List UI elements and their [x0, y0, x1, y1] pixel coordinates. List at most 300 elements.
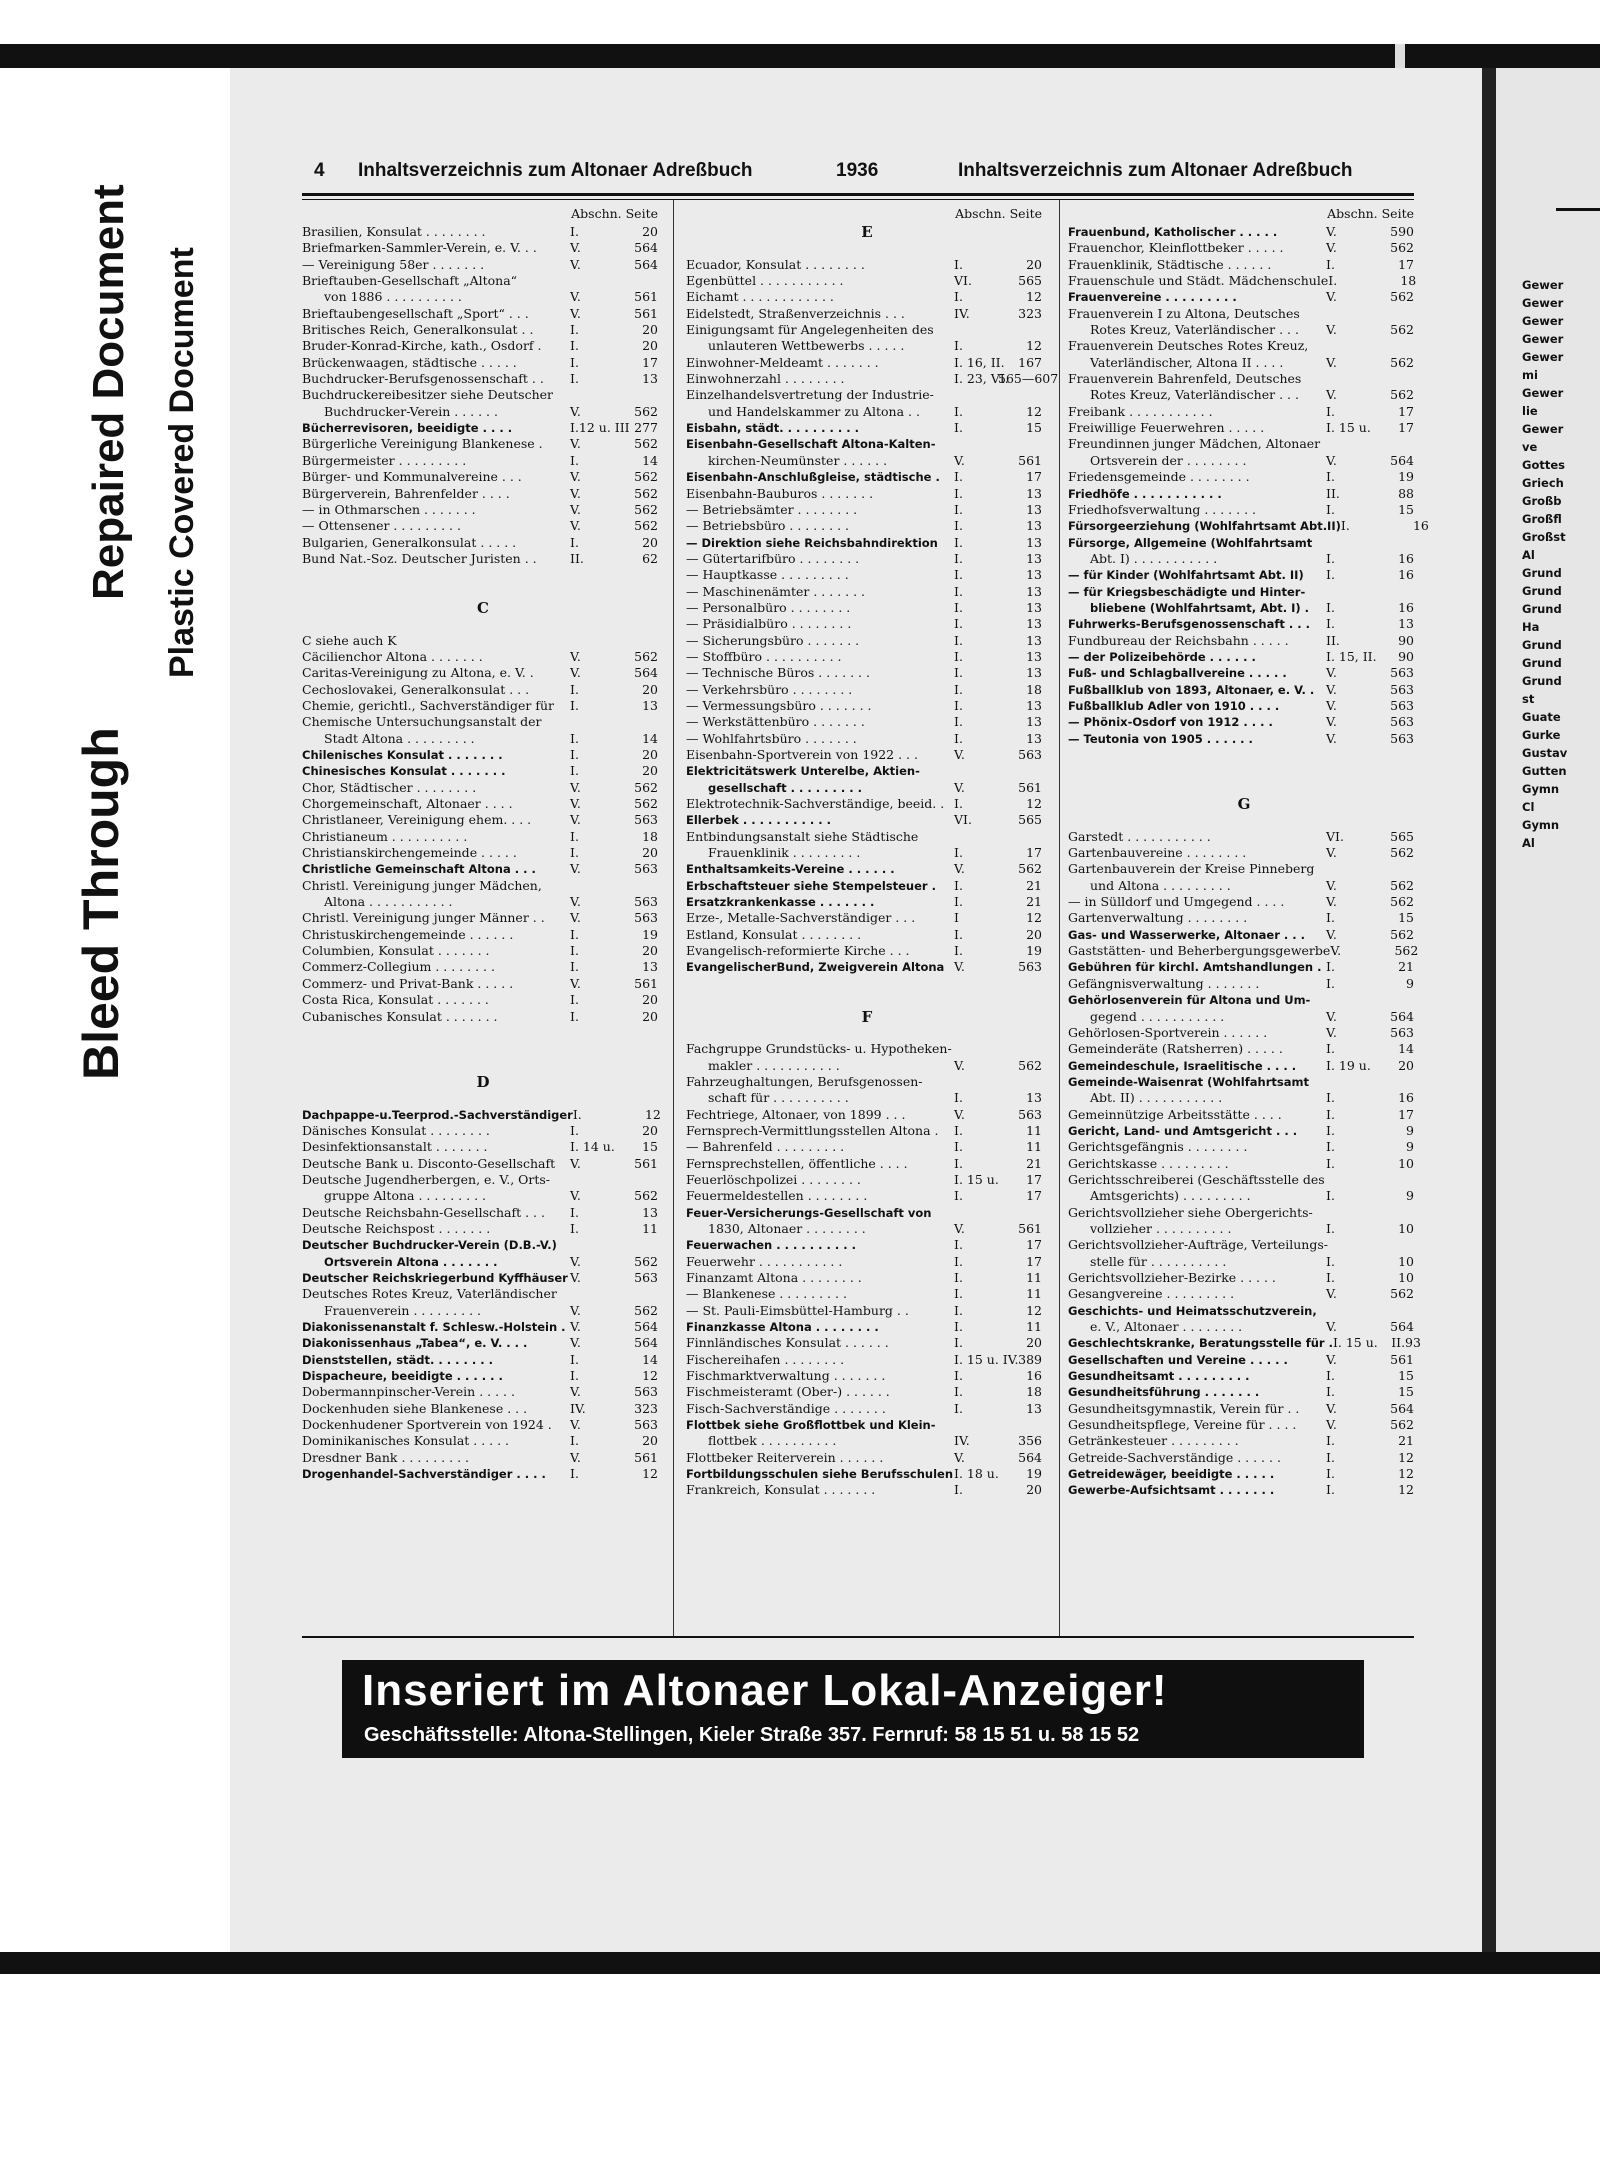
index-entry	[302, 1384, 664, 1400]
next-page-fragment-line: Gymn	[1522, 818, 1560, 832]
entry-section: V.	[570, 796, 581, 812]
index-entry	[302, 633, 664, 649]
index-entry	[1068, 1417, 1420, 1433]
header-rule-thin	[302, 199, 1414, 200]
entry-page: 15	[642, 1139, 658, 1155]
entry-text: Erbschaftsteuer siehe Stempelsteuer .	[686, 878, 936, 893]
next-page-fragment-line: Grund	[1522, 656, 1562, 670]
column-divider-2	[1059, 200, 1060, 1636]
entry-section: V.	[1326, 1024, 1337, 1040]
index-entry	[686, 1205, 1048, 1221]
entry-section: I.	[1326, 1384, 1335, 1400]
entry-page: 20	[642, 747, 658, 762]
index-entry	[302, 1156, 664, 1172]
entry-text: Erze-, Metalle-Sachverständiger . . .	[686, 910, 916, 926]
entry-page: 13	[1026, 550, 1042, 566]
entry-section: V.	[954, 779, 965, 795]
entry-text: — Betriebsbüro . . . . . . . .	[686, 518, 849, 534]
index-entry	[686, 306, 1048, 322]
entry-text: Cubanisches Konsulat . . . . . . .	[302, 1008, 498, 1024]
next-page-fragment-line: Guate	[1522, 710, 1561, 724]
entry-page: 9	[1406, 1122, 1414, 1138]
entry-text: Gerichtsvollzieher-Aufträge, Verteilungs-	[1068, 1237, 1328, 1253]
column-header: Abschn. Seite	[571, 206, 658, 221]
entry-section: I.	[954, 1188, 963, 1204]
entry-page: 10	[1398, 1220, 1414, 1236]
entry-page: 561	[634, 975, 658, 991]
entry-section: V.	[954, 1057, 965, 1073]
entry-text: — Sicherungsbüro . . . . . . .	[686, 632, 860, 648]
index-entry	[302, 780, 664, 796]
next-page-fragment-line: Cl	[1522, 800, 1535, 814]
entry-section: I.	[1326, 1106, 1335, 1122]
entry-text: Chilenisches Konsulat . . . . . . .	[302, 748, 503, 762]
entry-section: V.	[570, 648, 581, 664]
entry-page: 323	[1018, 305, 1042, 321]
entry-text: — für Kriegsbeschädigte und Hinter-	[1068, 584, 1306, 599]
entry-text: — Werkstättenbüro . . . . . . .	[686, 714, 865, 730]
index-entry	[686, 1139, 1048, 1155]
entry-page: 167	[1018, 354, 1042, 370]
index-entry	[686, 812, 1048, 828]
next-page-fragment-line: Grund	[1522, 602, 1562, 616]
index-entry	[1068, 1041, 1420, 1057]
entry-section: I.	[954, 583, 963, 599]
index-entry	[686, 567, 1048, 583]
entry-section: I.	[570, 943, 579, 959]
entry-text: Einigungsamt für Angelegenheiten des	[686, 322, 934, 338]
index-entry	[686, 584, 1048, 600]
entry-text: Chorgemeinschaft, Altonaer . . . .	[302, 796, 513, 812]
entry-text: Egenbüttel . . . . . . . . . . .	[686, 273, 844, 289]
entry-page: 17	[1026, 1171, 1042, 1187]
entry-section: IV.	[954, 1433, 970, 1449]
index-entry	[1068, 273, 1420, 289]
entry-page: 19	[1026, 943, 1042, 959]
row-spacer	[302, 584, 664, 600]
entry-section: I.	[570, 452, 579, 468]
entry-section: V.	[570, 485, 581, 501]
index-entry	[686, 273, 1048, 289]
entry-text: Fernsprechstellen, öffentliche . . . .	[686, 1155, 908, 1171]
index-entry	[686, 404, 1048, 420]
entry-section: I. 15 u.	[1332, 1335, 1378, 1351]
index-entry	[302, 535, 664, 551]
entry-page: 20	[1026, 926, 1042, 942]
entry-page: 11	[1026, 1270, 1042, 1285]
entry-text: Feuer-Versicherungs-Gesellschaft von	[686, 1205, 932, 1220]
section-letter	[686, 1009, 1048, 1025]
entry-text: Frauenverein . . . . . . . . .	[324, 1302, 482, 1318]
index-entry	[302, 1221, 664, 1237]
entry-page: 16	[1412, 518, 1429, 534]
entry-text: Frauenschule und Städt. Mädchenschule	[1068, 273, 1329, 289]
entry-text: Einwohner-Meldeamt . . . . . . .	[686, 354, 879, 370]
index-entry	[686, 338, 1048, 354]
entry-section: I.	[570, 747, 579, 762]
entry-page: 590	[1390, 224, 1414, 239]
entry-page: 356	[1018, 1433, 1042, 1449]
entry-section: VI.	[1326, 828, 1344, 844]
index-entry	[302, 878, 664, 894]
entry-text: Ellerbek . . . . . . . . . . .	[686, 813, 831, 828]
entry-page: 20	[642, 1433, 658, 1449]
index-entry	[1068, 371, 1420, 387]
index-entry	[686, 927, 1048, 943]
entry-text: Getreide-Sachverständige . . . . . .	[1068, 1449, 1281, 1465]
entry-page: 15	[1398, 1368, 1414, 1384]
index-entry	[1068, 1466, 1420, 1482]
entry-section: I.	[954, 1286, 963, 1302]
entry-section: I.	[954, 796, 963, 812]
entry-text: Dienststellen, städt. . . . . . . .	[302, 1352, 494, 1367]
entry-text: Frauenverein I zu Altona, Deutsches	[1068, 305, 1300, 321]
index-entry	[1068, 387, 1420, 403]
index-entry	[302, 420, 664, 436]
index-entry	[302, 502, 664, 518]
entry-section: I.	[1326, 1253, 1335, 1269]
entry-text: Feuerwehr . . . . . . . . . . .	[686, 1253, 843, 1269]
entry-page: 563	[634, 812, 658, 828]
index-entry	[302, 338, 664, 354]
entry-page: 18	[1026, 681, 1042, 697]
entry-page: 561	[634, 289, 658, 305]
entry-section: I. 15, II.	[1326, 648, 1377, 664]
index-entry	[686, 698, 1048, 714]
entry-page: 12	[1398, 1449, 1414, 1465]
entry-section: I.	[954, 518, 963, 534]
index-entry	[302, 1303, 664, 1319]
entry-page: 564	[1390, 452, 1414, 468]
entry-page: 12	[1398, 1466, 1414, 1482]
entry-section: I.	[1326, 1122, 1335, 1138]
entry-text: — Personalbüro . . . . . . . .	[686, 599, 851, 615]
bottom-scan-border	[0, 1952, 1600, 1974]
index-entry	[302, 240, 664, 256]
entry-page: 14	[642, 730, 658, 746]
entry-text: Ecuador, Konsulat . . . . . . . .	[686, 256, 865, 272]
entry-section: I.	[954, 665, 963, 681]
index-entry	[302, 1237, 664, 1253]
index-entry	[1068, 1123, 1420, 1139]
entry-section: I.	[954, 1335, 963, 1351]
entry-page: II.93	[1391, 1335, 1421, 1351]
entry-page: 563	[1018, 1106, 1042, 1122]
entry-section: I.	[570, 1008, 579, 1024]
index-entry	[302, 1401, 664, 1417]
entry-text: Frauenvereine . . . . . . . . .	[1068, 290, 1237, 305]
next-page-fragment-line: Gewer	[1522, 296, 1564, 310]
entry-text: Gesundheitsgymnastik, Verein für . .	[1068, 1400, 1300, 1416]
entry-page: 20	[642, 534, 658, 550]
index-entry	[1068, 289, 1420, 305]
entry-text: Finanzkasse Altona . . . . . . . .	[686, 1320, 879, 1335]
entry-section: I.	[1326, 1449, 1335, 1465]
entry-text: Columbien, Konsulat . . . . . . .	[302, 943, 490, 959]
entry-text: Fürsorgeerziehung (Wohlfahrtsamt Abt.II)	[1068, 519, 1341, 534]
entry-list	[1068, 224, 1429, 1499]
entry-section: I.	[954, 1237, 963, 1253]
index-entry	[302, 1319, 664, 1335]
next-page-fragment-line: Gewer	[1522, 350, 1564, 364]
entry-page: 13	[642, 371, 658, 387]
entry-page: 563	[634, 861, 658, 877]
index-entry	[686, 1482, 1048, 1498]
entry-text: Desinfektionsanstalt . . . . . . .	[302, 1139, 488, 1155]
entry-page: 12	[1026, 338, 1042, 354]
entry-text: unlauteren Wettbewerbs . . . . .	[708, 338, 905, 354]
entry-text: Commerz-Collegium . . . . . . . .	[302, 959, 495, 975]
index-entry	[686, 1270, 1048, 1286]
entry-section: I.	[1326, 567, 1335, 583]
entry-section: I. 15 u.	[1326, 420, 1371, 436]
entry-section: I.	[1326, 1270, 1335, 1285]
entry-section: I.	[1326, 599, 1335, 615]
entry-page: 17	[1026, 1188, 1042, 1204]
entry-page: 20	[1026, 1335, 1042, 1351]
entry-text: Frankreich, Konsulat . . . . . . .	[686, 1482, 876, 1498]
entry-page: 9	[1406, 975, 1414, 991]
index-entry	[686, 731, 1048, 747]
entry-page: 13	[642, 697, 658, 713]
entry-page: 11	[1026, 1122, 1042, 1138]
entry-section: I.	[954, 616, 963, 632]
entry-section: I.	[954, 730, 963, 746]
entry-section: V.	[570, 1270, 581, 1285]
entry-text: — Vereinigung 58er . . . . . . .	[302, 256, 485, 272]
entry-section: I.	[1326, 1220, 1335, 1236]
entry-section: V.	[1326, 354, 1337, 370]
entry-page: 563	[1390, 714, 1414, 730]
entry-text: Frauenklinik, Städtische . . . . . .	[1068, 256, 1272, 272]
index-entry	[1068, 665, 1420, 681]
entry-section: V.	[570, 665, 581, 681]
next-page-fragment-line: Grund	[1522, 638, 1562, 652]
entry-section: V.	[1326, 240, 1337, 256]
index-entry	[686, 453, 1048, 469]
index-entry	[686, 959, 1048, 975]
entry-text: Fischmarktverwaltung . . . . . . .	[686, 1368, 886, 1384]
entry-text: Bruder-Konrad-Kirche, kath., Osdorf .	[302, 338, 542, 354]
entry-page: 563	[634, 894, 658, 910]
entry-text: Fuß- und Schlagballvereine . . . . .	[1068, 666, 1287, 681]
index-entry	[302, 747, 664, 763]
index-entry	[1068, 502, 1420, 518]
entry-section: I.	[1328, 273, 1338, 289]
next-page-fragment-line: Großst	[1522, 530, 1566, 544]
entry-section: I.	[1326, 550, 1335, 566]
entry-page: 562	[1390, 894, 1414, 910]
entry-text: Bürgerverein, Bahrenfelder . . . .	[302, 485, 510, 501]
next-page-fragment-line: Gewer	[1522, 386, 1564, 400]
entry-section: I.	[954, 420, 963, 436]
index-entry	[302, 306, 664, 322]
index-entry	[302, 959, 664, 975]
top-scan-border	[0, 44, 1600, 68]
entry-text: 1830, Altonaer . . . . . . . .	[708, 1220, 866, 1236]
index-entry	[1068, 992, 1420, 1008]
index-entry	[686, 387, 1048, 403]
entry-section: V.	[1330, 943, 1342, 959]
row-spacer	[686, 240, 1048, 256]
index-entry	[686, 420, 1048, 436]
index-entry	[302, 355, 664, 371]
index-entry	[1068, 682, 1420, 698]
entry-text: Friedensgemeinde . . . . . . . .	[1068, 469, 1250, 485]
next-page-fragment-line: Großb	[1522, 494, 1562, 508]
index-entry	[686, 1417, 1048, 1433]
next-page-entries	[1496, 276, 1567, 852]
entry-page: 562	[1018, 1057, 1042, 1073]
entry-text: Getränkesteuer . . . . . . . . .	[1068, 1433, 1239, 1449]
entry-section: I.	[570, 828, 579, 844]
entry-page: 12	[1398, 1482, 1414, 1498]
index-entry	[686, 551, 1048, 567]
entry-section: V.	[570, 289, 581, 305]
entry-text: Eisenbahn-Sportverein von 1922 . . .	[686, 747, 918, 762]
index-entry	[1068, 257, 1420, 273]
ad-subline: Geschäftsstelle: Altona-Stellingen, Kieler Straße 357. Fernruf: 58 15 51 u. 58 15 52	[364, 1724, 1140, 1746]
entry-text: Bulgarien, Generalkonsulat . . . . .	[302, 534, 517, 550]
entry-section: IV.	[954, 305, 970, 321]
section-letter	[686, 224, 1048, 240]
entry-page: 14	[642, 452, 658, 468]
row-spacer	[686, 976, 1048, 992]
entry-page: 17	[1026, 1237, 1042, 1253]
entry-text: Feuermeldestellen . . . . . . . .	[686, 1188, 868, 1204]
entry-page: 88	[1398, 485, 1414, 501]
entry-section: V.	[570, 436, 581, 452]
entry-text: flottbek . . . . . . . . . .	[708, 1433, 837, 1449]
index-entry	[686, 665, 1048, 681]
entry-page: 563	[1390, 730, 1414, 746]
entry-section: I.	[954, 648, 963, 664]
entry-section: V.	[1326, 1319, 1337, 1335]
entry-page: 20	[642, 338, 658, 354]
index-entry	[686, 1335, 1048, 1351]
entry-page: 21	[1026, 877, 1042, 893]
index-entry	[302, 1352, 664, 1368]
entry-page: 16	[1398, 599, 1414, 615]
entry-text: Fußballklub von 1893, Altonaer, e. V. .	[1068, 682, 1315, 697]
index-entry	[302, 976, 664, 992]
entry-section: I.	[570, 845, 579, 861]
index-entry	[686, 469, 1048, 485]
entry-text: Ortsverein Altona . . . . . . .	[324, 1254, 498, 1269]
entry-section: I.	[1340, 518, 1350, 534]
entry-page: 564	[634, 240, 658, 256]
entry-section: I.	[570, 322, 579, 338]
entry-page: 9	[1406, 1188, 1414, 1204]
entry-section: V.	[1326, 452, 1337, 468]
index-entry	[1068, 1254, 1420, 1270]
entry-text: Gehörlosen-Sportverein . . . . . .	[1068, 1024, 1268, 1040]
entry-page: 562	[634, 648, 658, 664]
entry-page: 561	[634, 305, 658, 321]
entry-section: IV.	[570, 1400, 586, 1416]
row-spacer	[1068, 747, 1420, 763]
next-page-fragment-line: Gewer	[1522, 278, 1564, 292]
next-page-fragment-line: ve	[1522, 440, 1538, 454]
index-entry	[1068, 894, 1420, 910]
index-entry	[1068, 486, 1420, 502]
entry-text: — Technische Büros . . . . . . .	[686, 665, 870, 681]
entry-text: Altona . . . . . . . . . . .	[324, 894, 453, 910]
entry-section: I.	[1326, 256, 1335, 272]
index-entry	[1068, 1384, 1420, 1400]
index-entry	[686, 1123, 1048, 1139]
entry-page: 90	[1398, 632, 1414, 648]
index-entry	[686, 289, 1048, 305]
index-entry	[302, 1433, 664, 1449]
next-page-fragment-line: Grund	[1522, 584, 1562, 598]
entry-section: I.	[954, 599, 963, 615]
index-entry	[686, 943, 1048, 959]
entry-page: 20	[642, 992, 658, 1008]
entry-text: Frauenbund, Katholischer . . . . .	[1068, 225, 1278, 239]
entry-text: Gerichtsgefängnis . . . . . . . .	[1068, 1139, 1248, 1155]
entry-section: I.	[1326, 1368, 1335, 1384]
header-rule	[302, 193, 1414, 196]
entry-section: I.	[1326, 616, 1335, 632]
entry-page: 562	[1390, 322, 1414, 338]
bleed-through-label: Bleed Through	[73, 727, 129, 1080]
entry-section: I.	[570, 1220, 579, 1236]
next-page-rule	[1556, 208, 1600, 211]
row-spacer	[302, 1025, 664, 1041]
next-page-fragment-line: Gewer	[1522, 314, 1564, 328]
entry-text: Geschlechtskranke, Beratungsstelle für .	[1068, 1336, 1333, 1351]
entry-page: 10	[1398, 1270, 1414, 1285]
index-entry	[1068, 845, 1420, 861]
entry-page: 18	[642, 828, 658, 844]
entry-section: V.	[570, 256, 581, 272]
entry-text: Brasilien, Konsulat . . . . . . . .	[302, 224, 486, 239]
entry-section: I.	[570, 338, 579, 354]
entry-page: 12	[1026, 403, 1042, 419]
next-page-fragment-line: Grund	[1522, 566, 1562, 580]
entry-text: Frauenverein Deutsches Rotes Kreuz,	[1068, 338, 1309, 354]
index-entry	[686, 322, 1048, 338]
entry-page: 17	[642, 354, 658, 370]
entry-page: 21	[1398, 1433, 1414, 1449]
entry-text: Geschichts- und Heimatsschutzverein,	[1068, 1303, 1317, 1318]
section-letter-text: E	[861, 223, 873, 241]
index-entry	[686, 1156, 1048, 1172]
running-title-right: Inhaltsverzeichnis zum Altonaer Adreßbuch	[958, 160, 1353, 181]
entry-page: 323	[634, 1400, 658, 1416]
index-entry	[686, 1254, 1048, 1270]
entry-section: I.	[570, 926, 579, 942]
entry-page: 19	[1398, 469, 1414, 485]
entry-text: Gerichtskasse . . . . . . . . .	[1068, 1155, 1229, 1171]
entry-page: 16	[1026, 1368, 1042, 1384]
index-entry	[1068, 1025, 1420, 1041]
next-page-fragment-line: st	[1522, 692, 1535, 706]
entry-page: 19	[1026, 1466, 1042, 1482]
index-entry	[302, 992, 664, 1008]
entry-text: Gartenverwaltung . . . . . . . .	[1068, 910, 1248, 926]
entry-section: V.	[570, 861, 581, 877]
entry-section: V.	[1326, 387, 1337, 403]
entry-section: VI.	[954, 273, 972, 289]
next-page-fragment-line: Gewer	[1522, 332, 1564, 346]
plastic-covered-label: Plastic Covered Document	[163, 247, 201, 678]
entry-page: 562	[634, 485, 658, 501]
entry-section: I.	[954, 877, 963, 893]
entry-text: Enthaltsamkeits-Vereine . . . . . .	[686, 862, 895, 877]
entry-text: Deutsche Reichspost . . . . . . .	[302, 1220, 491, 1236]
